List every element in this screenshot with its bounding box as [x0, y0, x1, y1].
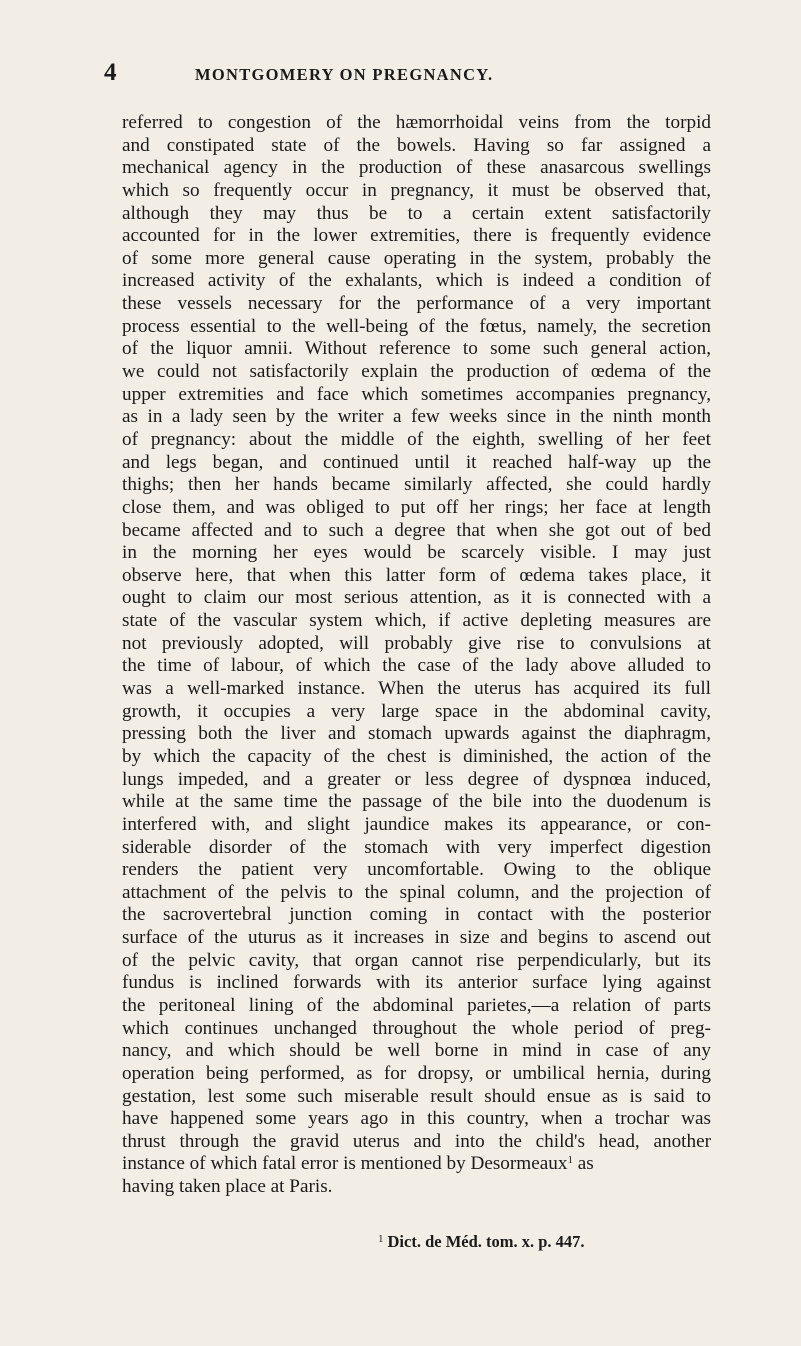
text-line: thrust through the gravid uterus and into the child's head, another	[122, 1130, 711, 1152]
text-line-with-footnote-ref: instance of which fatal error is mentioned by Desormeaux$^1$ as	[122, 1153, 594, 1175]
text-line: of the liquor amnii. Without reference to some such general action,	[122, 338, 711, 360]
text-line: although they may thus be to a certain extent satisfactorily	[122, 202, 711, 224]
text-line: the time of labour, of which the case of the lady above alluded to	[122, 655, 711, 677]
text-line: process essential to the well-being of the fœtus, namely, the secretion	[122, 315, 711, 337]
footnote	[378, 1228, 585, 1253]
text-line: renders the patient very uncomfortable. Owing to the oblique	[122, 859, 711, 881]
text-line: operation being performed, as for dropsy, or umbilical hernia, during	[122, 1062, 711, 1084]
text-line: by which the capacity of the chest is diminished, the action of the	[122, 745, 711, 767]
text-line: interfered with, and slight jaundice makes its appearance, or con-	[122, 813, 711, 835]
text-line: growth, it occupies a very large space in the abdominal cavity,	[122, 700, 711, 722]
text-line: which so frequently occur in pregnancy, it must be observed that,	[122, 179, 711, 201]
text-line: surface of the uturus as it increases in size and begins to ascend out	[122, 927, 711, 949]
text-line: referred to congestion of the hæmorrhoidal veins from the torpid	[122, 112, 711, 133]
running-head	[0, 58, 801, 88]
text-line: of pregnancy: about the middle of the eighth, swelling of her feet	[122, 428, 711, 450]
text-line: as in a lady seen by the writer a few weeks since in the ninth month	[122, 406, 711, 428]
text-line: siderable disorder of the stomach with very imperfect digestion	[122, 836, 711, 858]
text-line: have happened some years ago in this country, when a trochar was	[122, 1108, 711, 1130]
text-line: ought to claim our most serious attention, as it is connected with a	[122, 587, 711, 609]
text-line: pressing both the liver and stomach upwards against the diaphragm,	[122, 723, 711, 745]
text-line: attachment of the pelvis to the spinal column, and the projection of	[122, 881, 711, 903]
footnote-mark: 1	[378, 1233, 384, 1245]
text-line: increased activity of the exhalants, which is indeed a condition of	[122, 270, 711, 292]
text-line: and legs began, and continued until it reached half-way up the	[122, 451, 711, 473]
text-line: accounted for in the lower extremities, there is frequently evidence	[122, 225, 711, 247]
text-line: while at the same time the passage of the bile into the duodenum is	[122, 791, 711, 813]
text-line: nancy, and which should be well borne in mind in case of any	[122, 1040, 711, 1062]
text-line: fundus is inclined forwards with its anterior surface lying against	[122, 972, 711, 994]
text-line: having taken place at Paris.	[122, 1176, 333, 1198]
text-line: became affected and to such a degree that when she got out of bed	[122, 519, 711, 541]
text-line: observe here, that when this latter form of œdema takes place, it	[122, 564, 711, 586]
text-line: these vessels necessary for the performance of a very important	[122, 293, 711, 315]
text-line: we could not satisfactorily explain the production of œdema of the	[122, 361, 711, 383]
text-line: lungs impeded, and a greater or less degree of dyspnœa induced,	[122, 768, 711, 790]
text-line: of the pelvic cavity, that organ cannot rise perpendicularly, but its	[122, 949, 711, 971]
footnote-text: Dict. de Méd. tom. x. p. 447.	[387, 1232, 585, 1251]
text-line: not previously adopted, will probably give rise to convulsions at	[122, 632, 711, 654]
text-line: of some more general cause operating in the system, probably the	[122, 247, 711, 269]
text-line: close them, and was obliged to put off her rings; her face at length	[122, 496, 711, 518]
running-title: MONTGOMERY ON PREGNANCY.	[195, 65, 494, 84]
text-line: in the morning her eyes would be scarcely visible. I may just	[122, 542, 711, 564]
text-line: and constipated state of the bowels. Having so far assigned a	[122, 134, 711, 156]
page-number: 4	[104, 59, 117, 86]
text-line: thighs; then her hands became similarly affected, she could hardly	[122, 474, 711, 496]
text-line: the peritoneal lining of the abdominal parietes,—a relation of parts	[122, 994, 711, 1016]
text-line: instance of which fatal error is mentioned by Desormeaux	[122, 1153, 568, 1175]
footnote-reference[interactable]: 1	[567, 1154, 573, 1167]
text-line: mechanical agency in the production of these anasarcous swellings	[122, 157, 711, 179]
body-paragraph	[122, 112, 711, 1199]
text-line: upper extremities and face which sometimes accompanies pregnancy,	[122, 383, 711, 405]
text-line: was a well-marked instance. When the uterus has acquired its full	[122, 678, 711, 700]
text-line: the sacrovertebral junction coming in contact with the posterior	[122, 904, 711, 926]
text-line: state of the vascular system which, if active depleting measures are	[122, 610, 711, 632]
text-line: which continues unchanged throughout the whole period of preg-	[122, 1017, 711, 1039]
text-line: gestation, lest some such miserable result should ensue as is said to	[122, 1085, 711, 1107]
